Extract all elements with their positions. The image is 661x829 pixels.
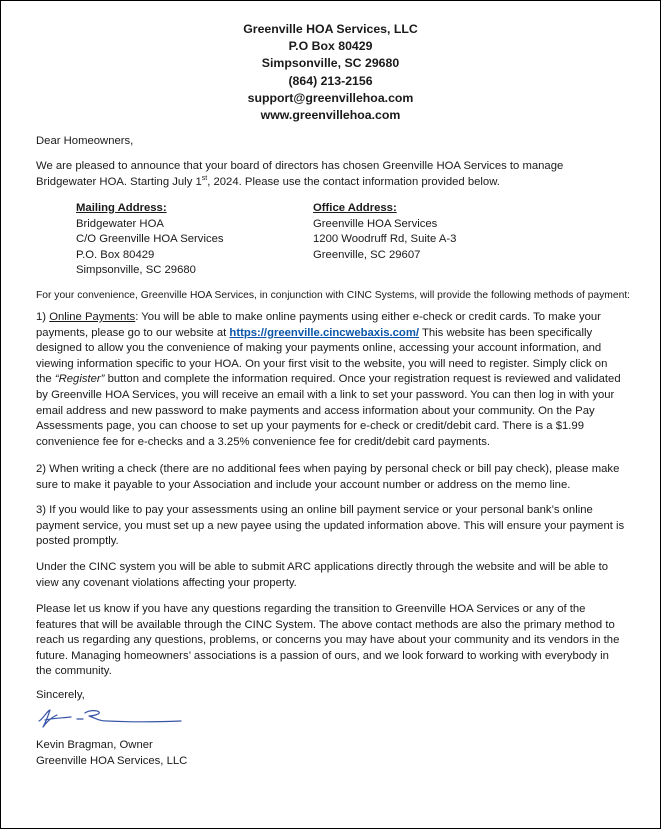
office-address (313, 201, 456, 263)
signature-icon (37, 707, 187, 731)
convenience-note: For your convenience, Greenville HOA Services, in conjunction with CINC Systems, will provide the following methods of payment: (36, 290, 631, 301)
mailing-line: P.O. Box 80429 (76, 248, 155, 261)
item-number: 1) (36, 311, 50, 323)
intro-paragraph (36, 159, 626, 190)
office-address-heading: Office Address: (313, 202, 397, 214)
intro-superscript: st (201, 174, 208, 182)
letterhead (1, 21, 660, 124)
mailing-address (76, 201, 224, 279)
company-name: Greenville HOA Services, LLC (243, 22, 418, 36)
phone-number: (864) 213-2156 (288, 73, 373, 88)
online-payments-title: Online Payments (49, 311, 136, 323)
closing-paragraph: Please let us know if you have any questions regarding the transition to Greenville HOA Services or any of the features that will be available through the CINC System. The above contact methods are also the primary method to reach us regarding any questions, problems, or concerns you may have about your community and its vendors in the future. Managing homeowners’ associations is a passion of ours, and we look forward to working with everybody in the community. (36, 603, 620, 678)
payment-method-bill-pay: 3) If you would like to pay your assessments using an online bill payment service or your personal bank’s online payment service, you must set up a new payee using the updated information above. This will ensure your payment is posted promptly. (36, 504, 625, 548)
mailing-line: C/O Greenville HOA Services (76, 233, 224, 246)
email-address: support@greenvillehoa.com (247, 90, 414, 105)
register-button-mention: “Register” (54, 373, 105, 386)
signer-name: Kevin Bragman, Owner (36, 739, 153, 751)
po-box: P.O Box 80429 (288, 39, 373, 54)
signature-block (36, 738, 626, 769)
sincerely: Sincerely, (36, 689, 85, 701)
greeting: Dear Homeowners, (36, 135, 134, 147)
intro-text-end: , 2024. Please use the contact information provided below. (207, 175, 500, 188)
website-address: www.greenvillehoa.com (260, 108, 401, 123)
office-line: Greenville HOA Services (313, 217, 438, 230)
mailing-line: Bridgewater HOA (76, 217, 164, 230)
cinc-system-paragraph: Under the CINC system you will be able to submit ARC applications directly through the website and will be able to view any covenant violations affecting your property. (36, 561, 609, 589)
office-line: Greenville, SC 29607 (313, 248, 421, 261)
online-payments-text-2: This website has been specifically designed to allow you the convenience of making your payments online, accessing your account information, and viewing information specific to your HOA. On your first visit to the website, you will need to register. Simply click on the (36, 326, 608, 386)
online-payments-text-3: button and complete the information required. Once your registration request is reviewed and validated by Greenville HOA Services, you will receive an email with a link to set your password. You can then log in with your email address and new password to make payments and access information about your community. On the Pay Assessments page, you can choose to set up your payments for e-check or credit/debit card. There is a $1.99 convenience fee for e-checks and a 3.25% convenience fee for credit/debit card payments. (36, 373, 621, 448)
signer-company: Greenville HOA Services, LLC (36, 754, 188, 767)
office-line: 1200 Woodruff Rd, Suite A-3 (313, 233, 457, 246)
online-payments-text: : You will be able to make online payments using either e-check or credit cards. To make your payments, please go to our website at (36, 311, 601, 339)
intro-text: We are pleased to announce that your board of directors has chosen Greenville HOA Services to manage Bridgewater HOA. Starting July 1 (36, 160, 564, 188)
mailing-address-heading: Mailing Address: (76, 202, 167, 214)
cinc-website-link[interactable]: https://greenville.cincwebaxis.com/ (229, 326, 420, 339)
mailing-line: Simpsonville, SC 29680 (76, 264, 196, 277)
city-state-zip: Simpsonville, SC 29680 (261, 56, 400, 71)
payment-method-check: 2) When writing a check (there are no additional fees when paying by personal check or bill pay check), please make sure to make it payable to your Association and include your account number or address on the memo line. (36, 463, 620, 491)
payment-method-online (36, 310, 626, 450)
